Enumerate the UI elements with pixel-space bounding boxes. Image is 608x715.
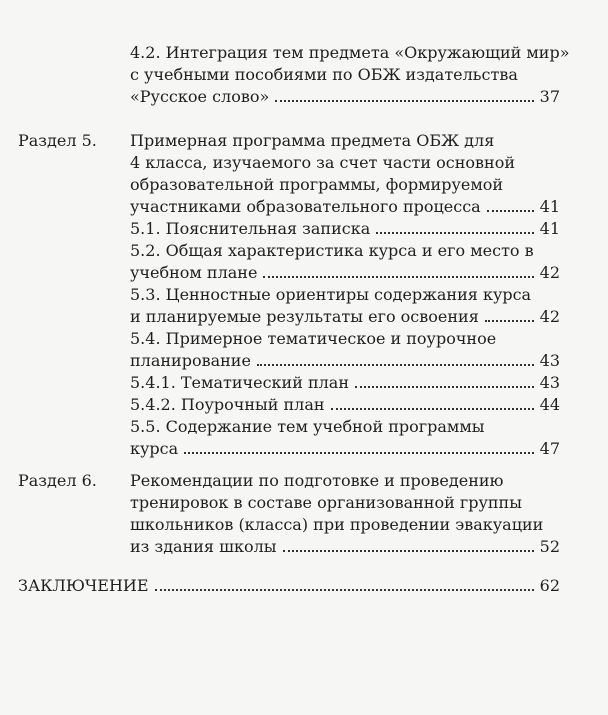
- page-number: 43: [539, 351, 560, 370]
- toc-entry-text: Рекомендации по подготовке и проведению: [130, 471, 504, 490]
- toc-entry-line: [130, 42, 570, 64]
- dot-leader: [184, 452, 533, 454]
- toc-entry-line: [130, 174, 560, 196]
- toc-entry-last-line: [130, 394, 560, 416]
- toc-entry-last-line: [130, 536, 560, 558]
- toc-entry-text: школьников (класса) при проведении эвакуации: [130, 515, 544, 534]
- toc-entry-text: 4 класса, изучаемого за счет части основной: [130, 153, 516, 172]
- toc-entry-line: [130, 492, 560, 514]
- toc-entry-text: Примерная программа предмета ОБЖ для: [130, 131, 495, 150]
- toc-entry-text: 5.4. Примерное тематическое и поурочное: [130, 329, 497, 348]
- dot-leader: [485, 320, 534, 322]
- toc-entry-text: 4.2. Интеграция тем предмета «Окружающий мир»: [130, 43, 570, 62]
- toc-entry-text: учебном плане: [130, 263, 258, 282]
- dot-leader: [487, 210, 534, 212]
- page-number: 42: [539, 307, 560, 326]
- toc-entry-last-line: [130, 196, 560, 218]
- toc-entry-text: 5.2. Общая характеристика курса и его место в: [130, 241, 534, 260]
- dot-leader: [155, 589, 534, 591]
- dot-leader: [355, 386, 534, 388]
- toc-entry-text: 5.5. Содержание тем учебной программы: [130, 417, 485, 436]
- dot-leader: [275, 100, 533, 102]
- page-number: 47: [539, 439, 560, 458]
- dot-leader: [263, 276, 533, 278]
- toc-entry-text: 5.3. Ценностные ориентиры содержания курса: [130, 285, 532, 304]
- toc-entry-last-line: [130, 262, 560, 284]
- dot-leader: [331, 408, 534, 410]
- toc-entry-last-line: [130, 350, 560, 372]
- toc-entry-line: [130, 130, 560, 152]
- toc-entry-line: [130, 284, 560, 306]
- toc-entry-line: [130, 514, 560, 536]
- toc-entry-line: [130, 152, 560, 174]
- toc-entry-last-line: [130, 86, 560, 108]
- page-number: 42: [539, 263, 560, 282]
- toc-entry-line: [130, 328, 560, 350]
- page-number: 62: [539, 576, 560, 595]
- toc-entry-line: [130, 64, 560, 86]
- toc-entry-last-line: [130, 306, 560, 328]
- toc-entry-text: участниками образовательного процесса: [130, 197, 481, 216]
- toc-entry-line: [130, 470, 560, 492]
- page-number: 44: [539, 395, 560, 414]
- toc-entry-text: образовательной программы, формируемой: [130, 175, 504, 194]
- toc-entry-text: «Русское слово»: [130, 87, 270, 106]
- toc-entry-text: 5.4.2. Поурочный план: [130, 395, 325, 414]
- toc-entry-text: с учебными пособиями по ОБЖ издательства: [130, 65, 518, 84]
- toc-entry-text: планирование: [130, 351, 251, 370]
- toc-entry-text: курса: [130, 439, 179, 458]
- toc-entry-text: тренировок в составе организованной группы: [130, 493, 522, 512]
- toc-entry-text: из здания школы: [130, 537, 277, 556]
- toc-entry-last-line: [130, 372, 560, 394]
- toc-entry-text: 5.4.1. Тематический план: [130, 373, 349, 392]
- dot-leader: [283, 550, 534, 552]
- toc-entry-last-line: [18, 575, 560, 597]
- section-label: Раздел 6.: [18, 471, 97, 490]
- toc-entry-line: [130, 240, 560, 262]
- toc-entry-last-line: [130, 438, 560, 460]
- page-number: 41: [539, 197, 560, 216]
- toc-entry-line: [130, 416, 560, 438]
- page-number: 37: [539, 87, 560, 106]
- page-number: 41: [539, 219, 560, 238]
- dot-leader: [257, 364, 534, 366]
- toc-entry-text: 5.1. Пояснительная записка: [130, 219, 371, 238]
- toc-entry-text: и планируемые результаты его освоения: [130, 307, 479, 326]
- toc-entry-text: ЗАКЛЮЧЕНИЕ: [18, 576, 149, 595]
- page-number: 43: [539, 373, 560, 392]
- section-label: Раздел 5.: [18, 131, 97, 150]
- page-number: 52: [539, 537, 560, 556]
- dot-leader: [376, 232, 533, 234]
- toc-entry-last-line: [130, 218, 560, 240]
